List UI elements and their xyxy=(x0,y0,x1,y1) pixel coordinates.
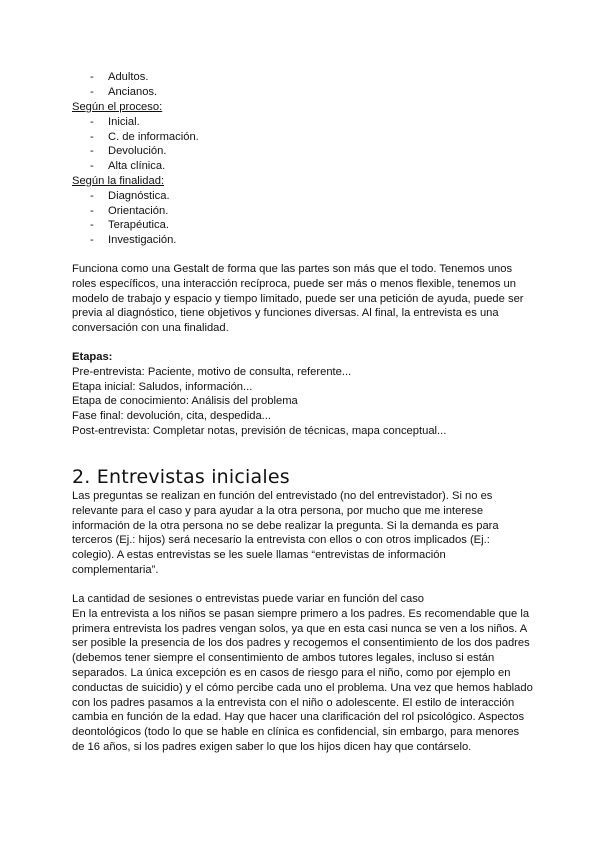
finalidad-section xyxy=(72,174,532,248)
list-item: - Ancianos. xyxy=(72,85,532,100)
section2-paragraph2 xyxy=(72,592,534,755)
paragraph-text: Las preguntas se realizan en función del entrevistado (no del entrevistador). Si no es relevante para el caso y para ayudar a la otra persona, por mucho que me interese información de la otra persona no se debe realizar la pregunta. Si la demanda es para terceros (Ej.: hijos) será necesario la entrevista con ellos o con otros implicados (Ej.: colegio). A estas entrevistas se les suele llamas “entrevistas de información complementaria”. xyxy=(72,490,499,576)
section-heading: 2. Entrevistas iniciales xyxy=(72,466,290,488)
proceso-title: Según el proceso: xyxy=(72,101,163,113)
gestalt-paragraph xyxy=(72,262,534,336)
list-item: - Orientación. xyxy=(72,204,532,219)
age-list xyxy=(72,70,532,100)
etapa-line: Fase final: devolución, cita, despedida... xyxy=(72,410,272,423)
list-item: - Devolución. xyxy=(72,144,532,159)
proceso-section xyxy=(72,100,532,174)
list-item: - Investigación. xyxy=(72,233,532,248)
paragraph-first-line: La cantidad de sesiones o entrevistas puede variar en función del caso xyxy=(72,593,425,605)
finalidad-title: Según la finalidad: xyxy=(72,175,165,187)
section2-heading-wrap xyxy=(72,465,532,489)
etapas-section xyxy=(72,350,532,439)
etapa-line: Etapa inicial: Saludos, información... xyxy=(72,380,253,393)
paragraph-text: Funciona como una Gestalt de forma que las partes son más que el todo. Tenemos unos roles específicos, una interacción recíproca, puede ser más o menos flexible, tenemos un modelo de trabajo y espacio y tiempo limitado, puede ser una petición de ayuda, puede ser previa al diagnóstico, tiene objetivos y funciones diversas. Al final, la entrevista es una conversación con una finalidad. xyxy=(72,263,524,335)
etapa-line: Etapa de conocimiento: Análisis del problema xyxy=(72,395,298,408)
list-item: - C. de información. xyxy=(72,130,532,145)
list-item: - Diagnóstica. xyxy=(72,189,532,204)
etapas-title: Etapas: xyxy=(72,351,113,363)
list-item: - Adultos. xyxy=(72,70,532,85)
etapa-line: Post-entrevista: Completar notas, previsión de técnicas, mapa conceptual... xyxy=(72,424,447,437)
list-item: - Alta clínica. xyxy=(72,159,532,174)
section2-paragraph1 xyxy=(72,489,534,578)
paragraph-text: En la entrevista a los niños se pasan siempre primero a los padres. Es recomendable que la primera entrevista los padres vengan solos, ya que en esta casi nunca se ven a los niños. A ser posible la presencia de los dos padres y recogemos el consentimiento de los dos padres (debemos tener siempre el consentimiento de ambos tutores legales, incluso si están separados. La única excepción es en casos de riesgo para el niño, como por ejemplo en conductas de suicidio) y el cómo percibe cada uno el problema. Una vez que hemos hablado con los padres pasamos a la entrevista con el niño o adolescente. El estilo de interacción cambia en función de la edad. Hay que hacer una clarificación del rol psicológico. Aspectos deontológicos (todo lo que se hable en clínica es confidencial, sin embargo, para menores de 16 años, si los padres exigen saber lo que los hijos dicen hay que contárselo. xyxy=(72,607,533,753)
list-item: - Inicial. xyxy=(72,115,532,130)
etapa-line: Pre-entrevista: Paciente, motivo de consulta, referente... xyxy=(72,365,352,378)
list-item: - Terapéutica. xyxy=(72,218,532,233)
